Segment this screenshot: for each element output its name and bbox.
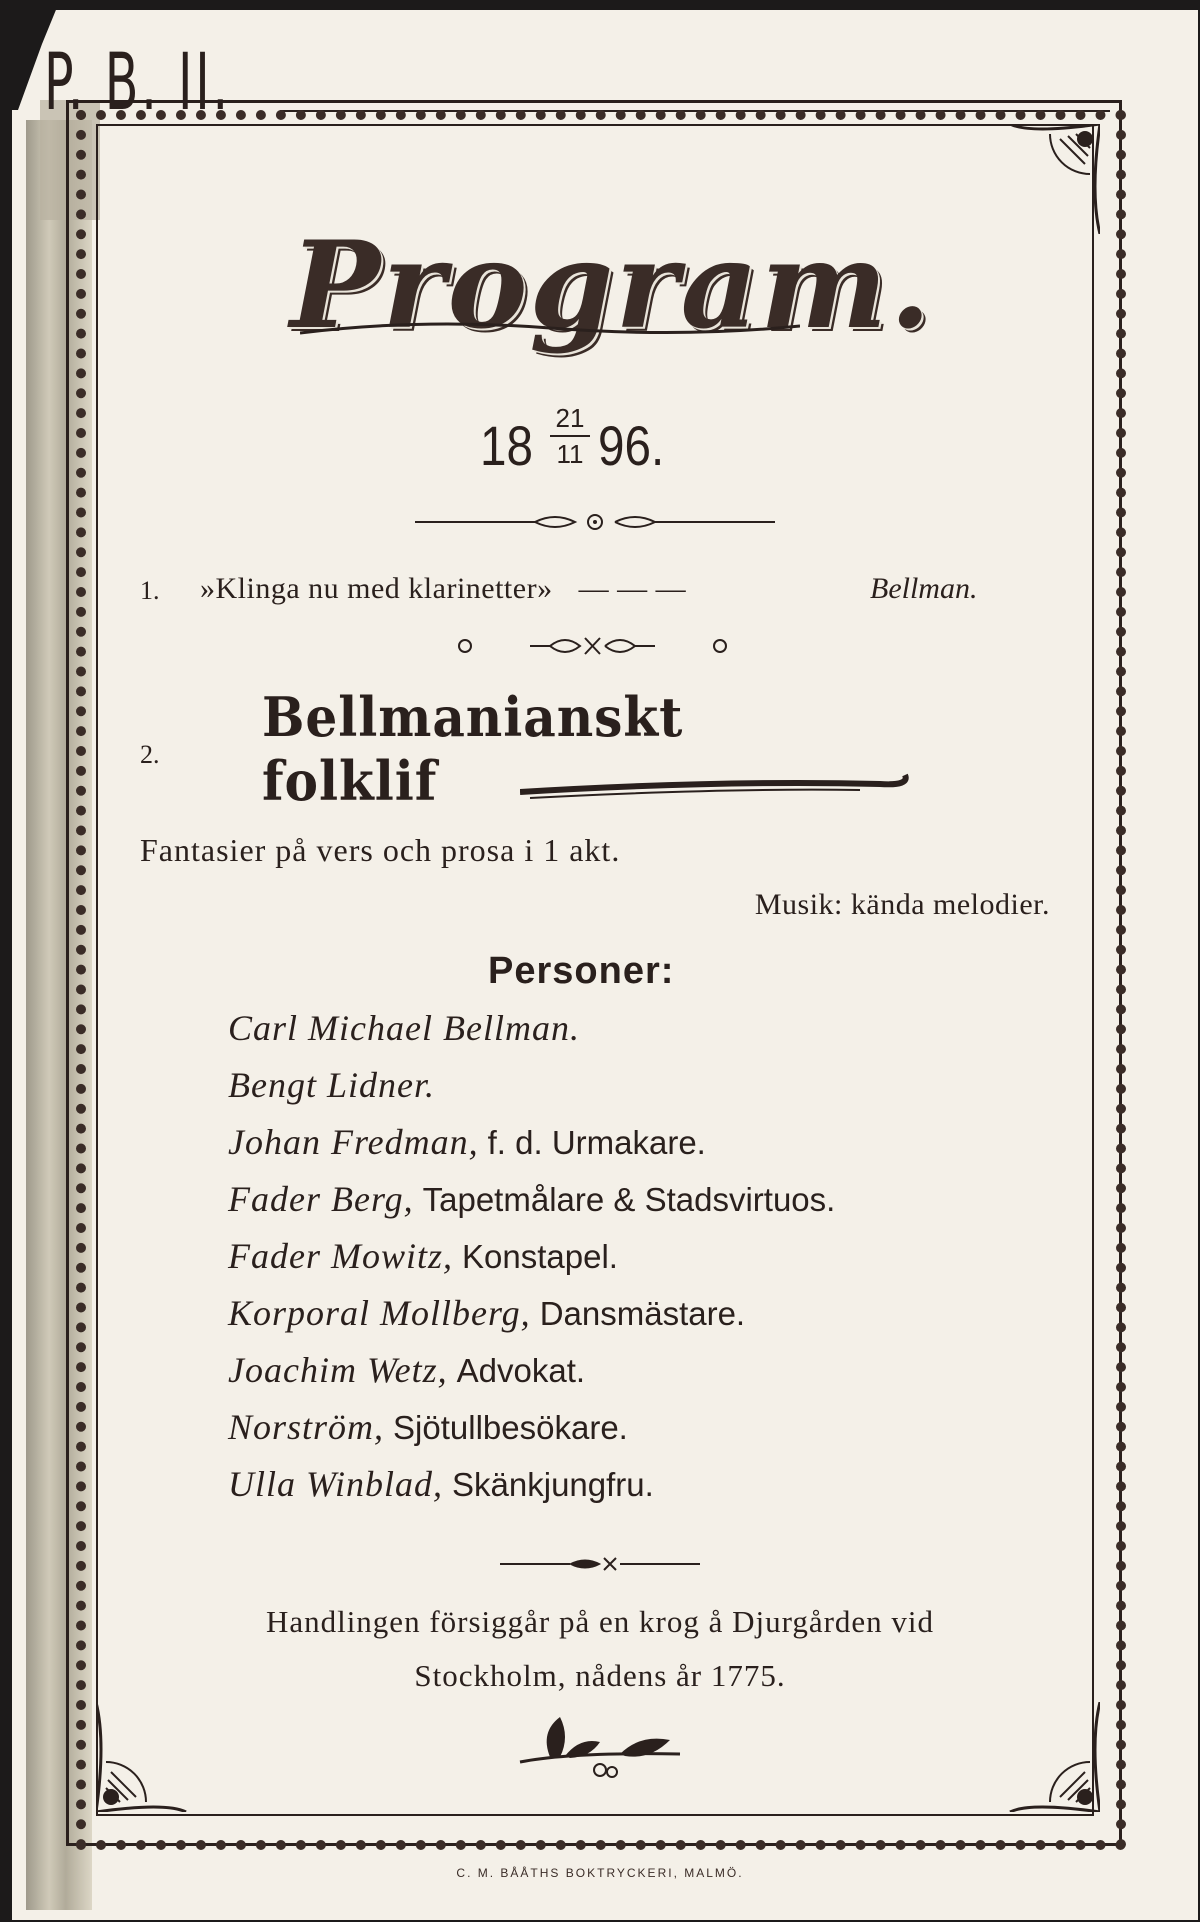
cast-row: Carl Michael Bellman.	[228, 1008, 580, 1048]
title-swash-icon	[300, 318, 800, 338]
item-number-2: 2.	[140, 740, 160, 769]
divider-small-icon	[500, 1556, 700, 1572]
cast-row: Korporal Mollberg, Dansmästare.	[228, 1293, 746, 1333]
cast-row: Johan Fredman, f. d. Urmakare.	[228, 1122, 706, 1162]
date-day: 21	[555, 403, 585, 433]
cast-row: Norström, Sjötullbesökare.	[228, 1407, 628, 1447]
cast-row: Joachim Wetz, Advokat.	[228, 1350, 586, 1390]
leaf-ornament-icon	[510, 1712, 690, 1782]
program-title: Program.	[290, 215, 934, 356]
setting-line-2: Stockholm, nådens år 1775.	[414, 1658, 786, 1693]
corner-ornament-bottom-right-icon	[990, 1702, 1100, 1812]
title-underline-swash-icon	[520, 770, 920, 810]
setting-line-1: Handlingen försiggår på en krog å Djurgården vid	[265, 1604, 935, 1639]
date-month: 11	[556, 439, 584, 469]
item-text-1: »Klinga nu med klarinetter»	[200, 572, 553, 605]
cast-list	[228, 1000, 1098, 1513]
music-note: Musik: kända melodier.	[754, 888, 1050, 921]
item-dashes-1: — — —	[578, 572, 687, 605]
cast-row: Fader Mowitz, Konstapel.	[228, 1236, 618, 1276]
item-title-1	[200, 572, 686, 606]
cast-row: Fader Berg, Tapetmålare & Stadsvirtuos.	[228, 1179, 836, 1219]
divider-ornament-icon	[415, 512, 775, 532]
date-fraction	[550, 405, 590, 467]
shelfmark: P. B. II.	[44, 38, 231, 128]
corner-ornament-bottom-left-icon	[96, 1702, 206, 1812]
description: Fantasier på vers och prosa i 1 akt.	[140, 832, 621, 868]
cast-heading: Personer:	[488, 950, 675, 992]
printer-imprint: C. M. BÅÅTHS BOKTRYCKERI, MALMÖ.	[456, 1866, 744, 1880]
date-year-suffix: 96.	[598, 414, 665, 477]
item-title-2: Bellmanianskt folklif	[262, 685, 684, 813]
program-date	[480, 405, 720, 485]
item-number-1: 1.	[140, 576, 160, 605]
item-author-1: Bellman.	[870, 572, 978, 605]
cast-row: Ulla Winblad, Skänkjungfru.	[228, 1464, 654, 1504]
divider-circles-icon	[455, 634, 745, 658]
date-year-prefix: 18	[480, 414, 533, 477]
corner-ornament-top-right-icon	[990, 124, 1100, 234]
cast-row: Bengt Lidner.	[228, 1065, 435, 1105]
setting-note	[120, 1595, 1080, 1703]
